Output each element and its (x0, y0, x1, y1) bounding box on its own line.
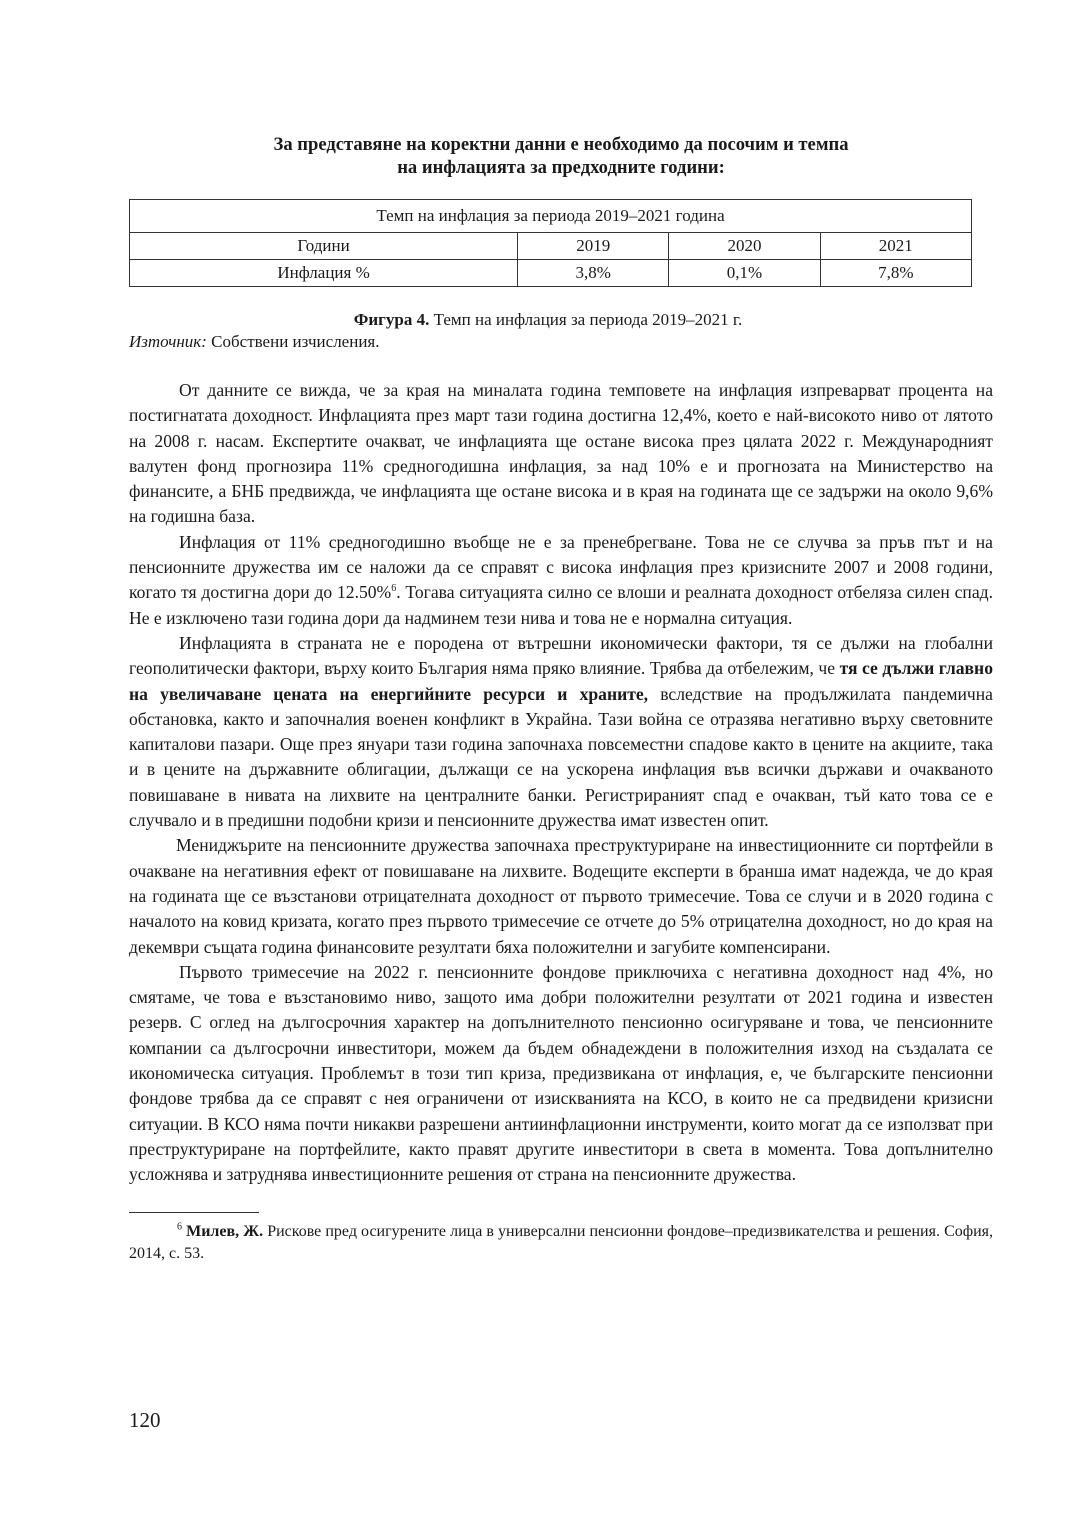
paragraph-4: Мениджърите на пенсионните дружества започнаха преструктуриране на инвестиционните си портфейли в очакване на негативния ефект от повишаване на лихвите. Водещите експерти в бранша имат надежда, че до края на годината ще се възстанови отрицателната доходност от първото тримесечие. Това се случи и в 2020 година с началото на ковид кризата, когато през първото тримесечие се отчете до 5% отрицателна доходност, но до края на декември същата година финансовите резултати бяха положителни и загубите компенсирани. (129, 835, 993, 957)
table-title: Темп на инфлация за периода 2019–2021 година (130, 200, 972, 233)
paragraph-2-part-2: . Тогава ситуацията силно се влоши и реалната доходност отбеляза силен спад. Не е изключено тази година дори да надминем тези нива и това не е нормална ситуация. (129, 582, 993, 628)
inflation-table (129, 199, 972, 287)
paragraph-3-emphasis: тя се дължи главно на увеличаване цената на енергийните ресурси и храните, (129, 658, 993, 704)
paragraph-3-part-1: Инфлацията в страната не е породена от вътрешни икономически фактори, тя се дължи на глобални геополитически фактори, върху които България няма пряко влияние. Трябва да отбележим, че (129, 632, 993, 679)
footnote-text: Рискове пред осигурените лица в универсални пенсионни фондове–предизвикателства и решения. София, 2014, с. 53. (129, 1222, 994, 1262)
table-cell: 7,8% (820, 260, 971, 287)
table-cell: 0,1% (669, 260, 820, 287)
footnote-number: 6 (177, 1221, 182, 1233)
paragraph-1: От данните се вижда, че за края на миналата година темповете на инфлация изпреварват процента на постигнатата доходност. Инфлацията през март тази година достигна 12,4%, което е най-високото ниво от лятото на 2008 г. насам. Експертите очакват, че инфлацията ще остане висока през цялата 2022 г. Международният валутен фонд прогнозира 11% средногодишна инфлация, за над 10% е и прогнозата на Министерство на финансите, а БНБ предвижда, че инфлацията ще остане висока и в края на годината ще се задържи на около 9,6% на годишна база. (129, 380, 993, 527)
figure-source (129, 331, 993, 353)
page-content (129, 133, 993, 1265)
heading-line-1: За представяне на коректни данни е необходимо да посочим и темпа (273, 134, 849, 155)
paragraph-2 (129, 530, 993, 631)
table-title-row (130, 200, 972, 233)
heading-line-2: на инфлацията за предходните години: (397, 157, 725, 178)
source-text: Собствени изчисления. (211, 332, 380, 351)
table-cell: Инфлация % (130, 260, 518, 287)
table-cell: 2021 (820, 233, 971, 260)
table-cell: 2020 (669, 233, 820, 260)
body-text (129, 378, 993, 1188)
footnote-divider (129, 1212, 259, 1213)
footnote-body (129, 1221, 993, 1265)
table-cell: Години (130, 233, 518, 260)
paragraph-3 (129, 631, 993, 833)
table-cell: 2019 (518, 233, 669, 260)
page-number: 120 (129, 1408, 161, 1432)
source-label: Източник: (129, 332, 207, 351)
table-cell: 3,8% (518, 260, 669, 287)
paragraph-2-part-1: Инфлация от 11% средногодишно въобще не е за пренебрегване. Това не се случва за пръв път и на пенсионните дружества им се наложи да се справят с висока инфлация през кризисните 2007 и 2008 години, когато тя достигна дори до 12.50% (129, 531, 993, 603)
paragraph-5: Първото тримесечие на 2022 г. пенсионните фондове приключиха с негативна доходност над 4%, но смятаме, че това е възстановимо ниво, защото има добри положителни резултати от 2021 година и известен резерв. С оглед на дългосрочния характер на допълнителното пенсионно осигуряване и това, че пенсионните компании са дългосрочни инвеститори, можем да бъдем обнадеждени в положителния изход на създалата се икономическа ситуация. Проблемът в този тип криза, предизвикана от инфлация, е, че българските пенсионни фондове трябва да се справят с нея ограничени от изискванията на КСО, в които не са предвидени кризисни ситуации. В КСО няма почти никакви разрешени антиинфлационни инструменти, които могат да се използват при преструктуриране на портфейлите, както правят другите инвеститори в света в момента. Това допълнително усложнява и затруднява инвестиционните решения от страна на пенсионните дружества. (129, 961, 993, 1185)
figure-label: Фигура 4. (353, 310, 430, 329)
section-heading (129, 133, 993, 179)
footnote (129, 1221, 993, 1265)
figure-caption-text: Темп на инфлация за периода 2019–2021 г. (433, 310, 743, 329)
footnote-ref[interactable]: 6 (391, 583, 397, 595)
footnote-author: Милев, Ж. (186, 1222, 264, 1240)
paragraph-3-part-2: вследствие на продължилата пандемична обстановка, както и започналия военен конфликт в Украйна. Тази война се отразява негативно върху световните капиталови пазари. Още през януари тази година започнаха повсеместни спадове както в цените на акциите, така и в цените на държавните облигации, дължащи се на ускорена инфлация във всички държави и очакваното повишаване в нивата на лихвите на централните банки. Регистрираният спад е очакван, тъй като това се е случвало и в предишни подобни кризи и пенсионните дружества имат известен опит. (129, 683, 993, 831)
table-header-row (130, 233, 972, 260)
figure-caption (129, 309, 993, 331)
table-row (130, 260, 972, 287)
